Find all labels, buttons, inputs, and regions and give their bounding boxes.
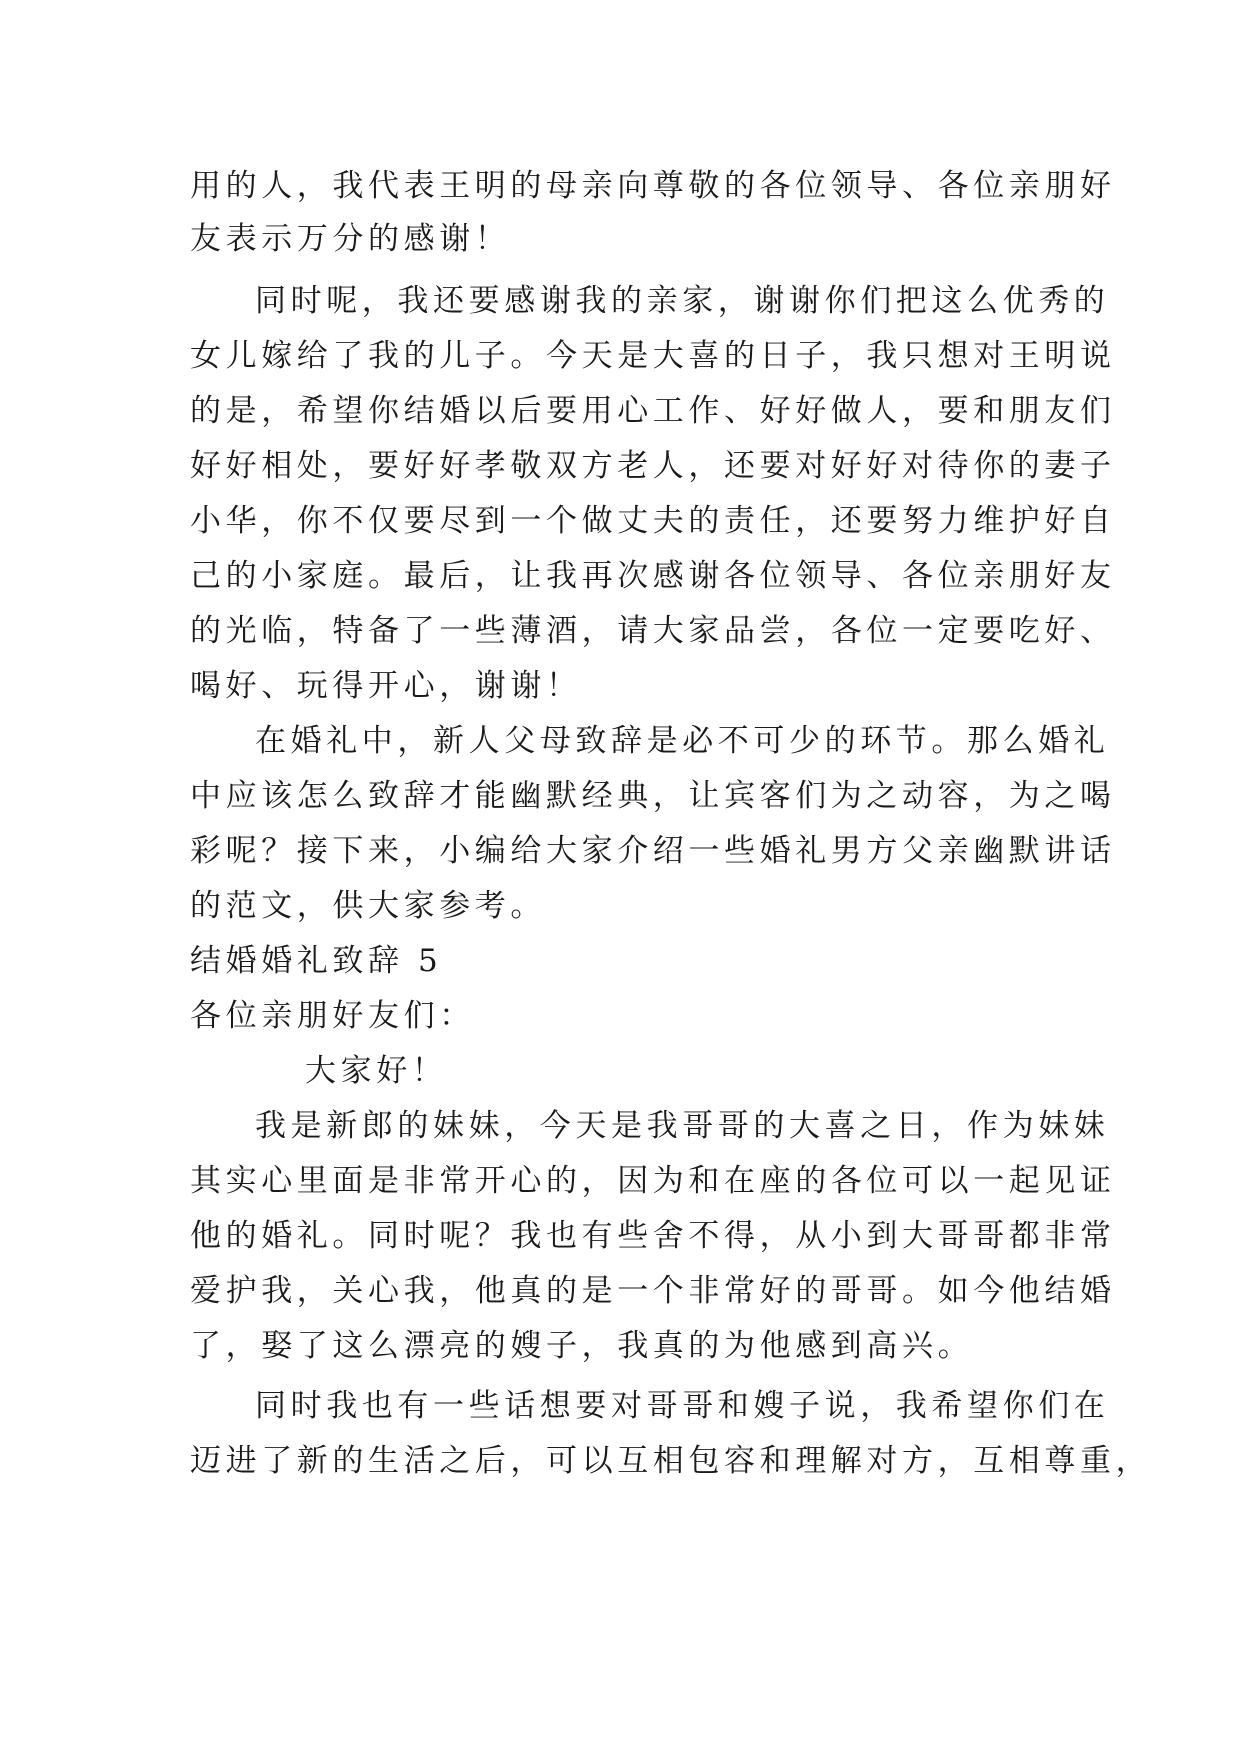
greeting: 大家好！ [305,1053,448,1089]
text-line: 爱护我，关心我，他真的是一个非常好的哥哥。如今他结婚 [190,1273,1116,1309]
paragraph-start-line: 在婚礼中，新人父母致辞是必不可少的环节。那么婚礼 [255,723,1110,759]
text-line: 的是，希望你结婚以后要用心工作、好好做人，要和朋友们 [190,393,1116,429]
text-line: 其实心里面是非常开心的，因为和在座的各位可以一起见证 [190,1163,1116,1199]
salutation: 各位亲朋好友们： [190,998,475,1034]
text-line: 迈进了新的生活之后，可以互相包容和理解对方，互相尊重， [190,1443,1152,1479]
text-line: 小华，你不仅要尽到一个做丈夫的责任，还要努力维护好自 [190,503,1116,539]
text-line: 彩呢？接下来，小编给大家介绍一些婚礼男方父亲幽默讲话 [190,833,1116,869]
text-line: 用的人，我代表王明的母亲向尊敬的各位领导、各位亲朋好 [190,168,1116,204]
text-line: 女儿嫁给了我的儿子。今天是大喜的日子，我只想对王明说 [190,338,1116,374]
text-line: 喝好、玩得开心，谢谢！ [190,668,582,704]
text-line: 中应该怎么致辞才能幽默经典，让宾客们为之动容，为之喝 [190,778,1116,814]
paragraph-start-line: 同时呢，我还要感谢我的亲家，谢谢你们把这么优秀的 [255,283,1110,319]
paragraph-start-line: 同时我也有一些话想要对哥哥和嫂子说，我希望你们在 [255,1388,1110,1424]
paragraph-start-line: 我是新郎的妹妹，今天是我哥哥的大喜之日，作为妹妹 [255,1108,1110,1144]
text-line: 己的小家庭。最后，让我再次感谢各位领导、各位亲朋好友 [190,558,1116,594]
section-heading: 结婚婚礼致辞 5 [190,943,443,979]
text-line: 他的婚礼。同时呢？我也有些舍不得，从小到大哥哥都非常 [190,1218,1116,1254]
text-line: 的范文，供大家参考。 [190,888,546,924]
text-line: 的光临，特备了一些薄酒，请大家品尝，各位一定要吃好、 [190,613,1116,649]
text-line: 好好相处，要好好孝敬双方老人，还要对好好对待你的妻子 [190,448,1116,484]
text-line: 友表示万分的感谢！ [190,221,511,257]
text-line: 了，娶了这么漂亮的嫂子，我真的为他感到高兴。 [190,1328,974,1364]
